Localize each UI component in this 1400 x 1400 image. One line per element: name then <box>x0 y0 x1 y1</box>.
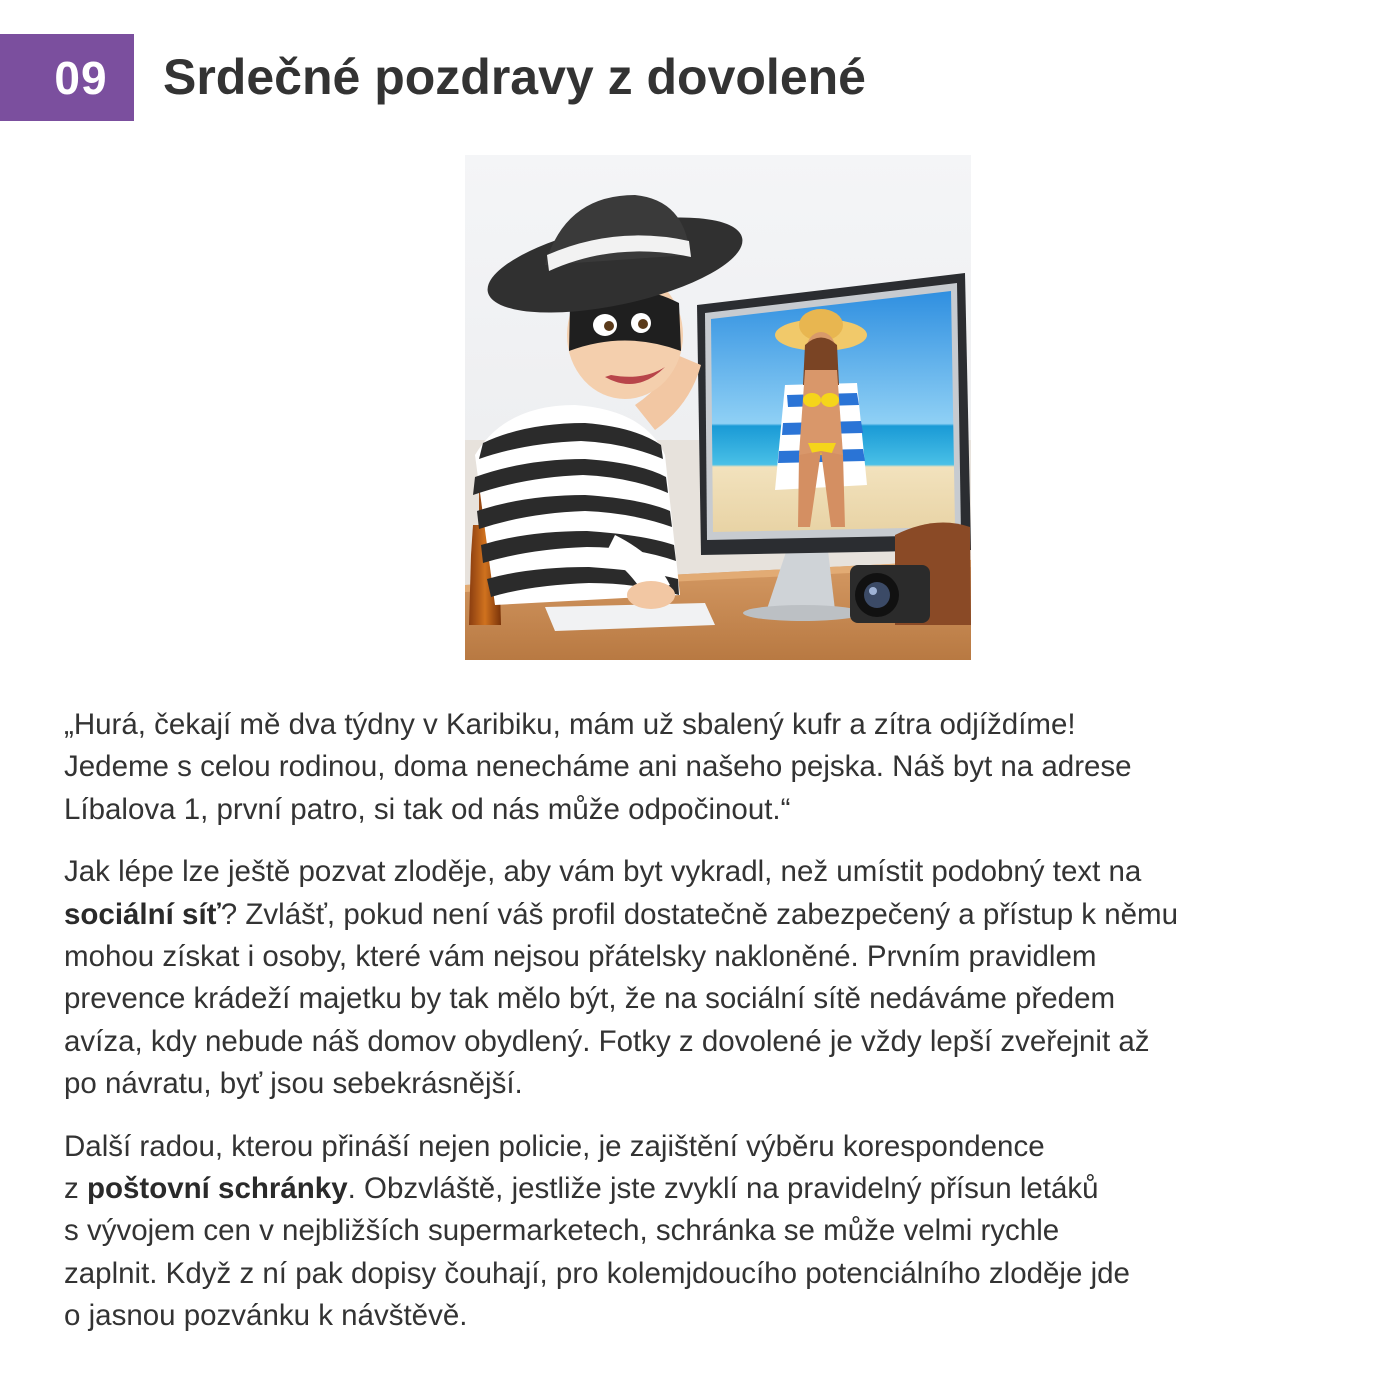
text-line: zaplnit. Když z ní pak dopisy čouhají, pro kolemjdoucího potenciálního zloděje jde <box>64 1256 1130 1290</box>
text-line: Další radou, kterou přináší nejen policie, je zajištění výběru korespondence <box>64 1129 1045 1163</box>
text-fragment: . Obzvláště, jestliže jste zvyklí na pravidelný přísun letáků <box>347 1172 1099 1206</box>
text-line <box>64 1168 1384 1210</box>
social-network-paragraph <box>64 851 1384 1105</box>
text-line: Líbalova 1, první patro, si tak od nás může odpočinout.“ <box>64 792 791 826</box>
bold-term: sociální síť <box>64 897 221 931</box>
text-fragment: z <box>64 1172 87 1206</box>
bold-term: poštovní schránky <box>86 1172 348 1206</box>
text-line: prevence krádeží majetku by tak mělo být, že na sociální sítě nedáváme předem <box>64 982 1116 1016</box>
text-line <box>64 894 1384 936</box>
section-number: 09 <box>54 51 108 104</box>
text-line: mohou získat i osoby, které vám nejsou přátelsky nakloněné. Prvním pravidlem <box>64 940 1097 974</box>
text-line: o jasnou pozvánku k návštěvě. <box>64 1299 468 1333</box>
text-line: po návratu, byť jsou sebekrásnější. <box>64 1067 523 1101</box>
mailbox-paragraph <box>64 1126 1384 1338</box>
text-fragment: ? Zvlášť, pokud není váš profil dostatečně zabezpečený a přístup k němu <box>220 897 1179 931</box>
quote-paragraph <box>64 704 1384 831</box>
page-title: Srdečné pozdravy z dovolené <box>163 49 866 105</box>
article-body <box>64 704 1384 1358</box>
section-number-badge <box>0 34 134 121</box>
text-line: Jedeme s celou rodinou, doma nenecháme ani našeho pejska. Náš byt na adrese <box>64 750 1132 784</box>
text-line: s vývojem cen v nejbližších supermarketech, schránka se může velmi rychle <box>64 1214 1060 1248</box>
text-line: „Hurá, čekají mě dva týdny v Karibiku, mám už sbalený kufr a zítra odjíždíme! <box>64 708 1076 741</box>
text-line: Jak lépe lze ještě pozvat zloděje, aby vám byt vykradl, než umístit podobný text na <box>64 855 1142 889</box>
text-line: avíza, kdy nebude náš domov obydlený. Fotky z dovolené je vždy lepší zveřejnit až <box>64 1024 1150 1058</box>
burglar-illustration <box>465 155 971 660</box>
